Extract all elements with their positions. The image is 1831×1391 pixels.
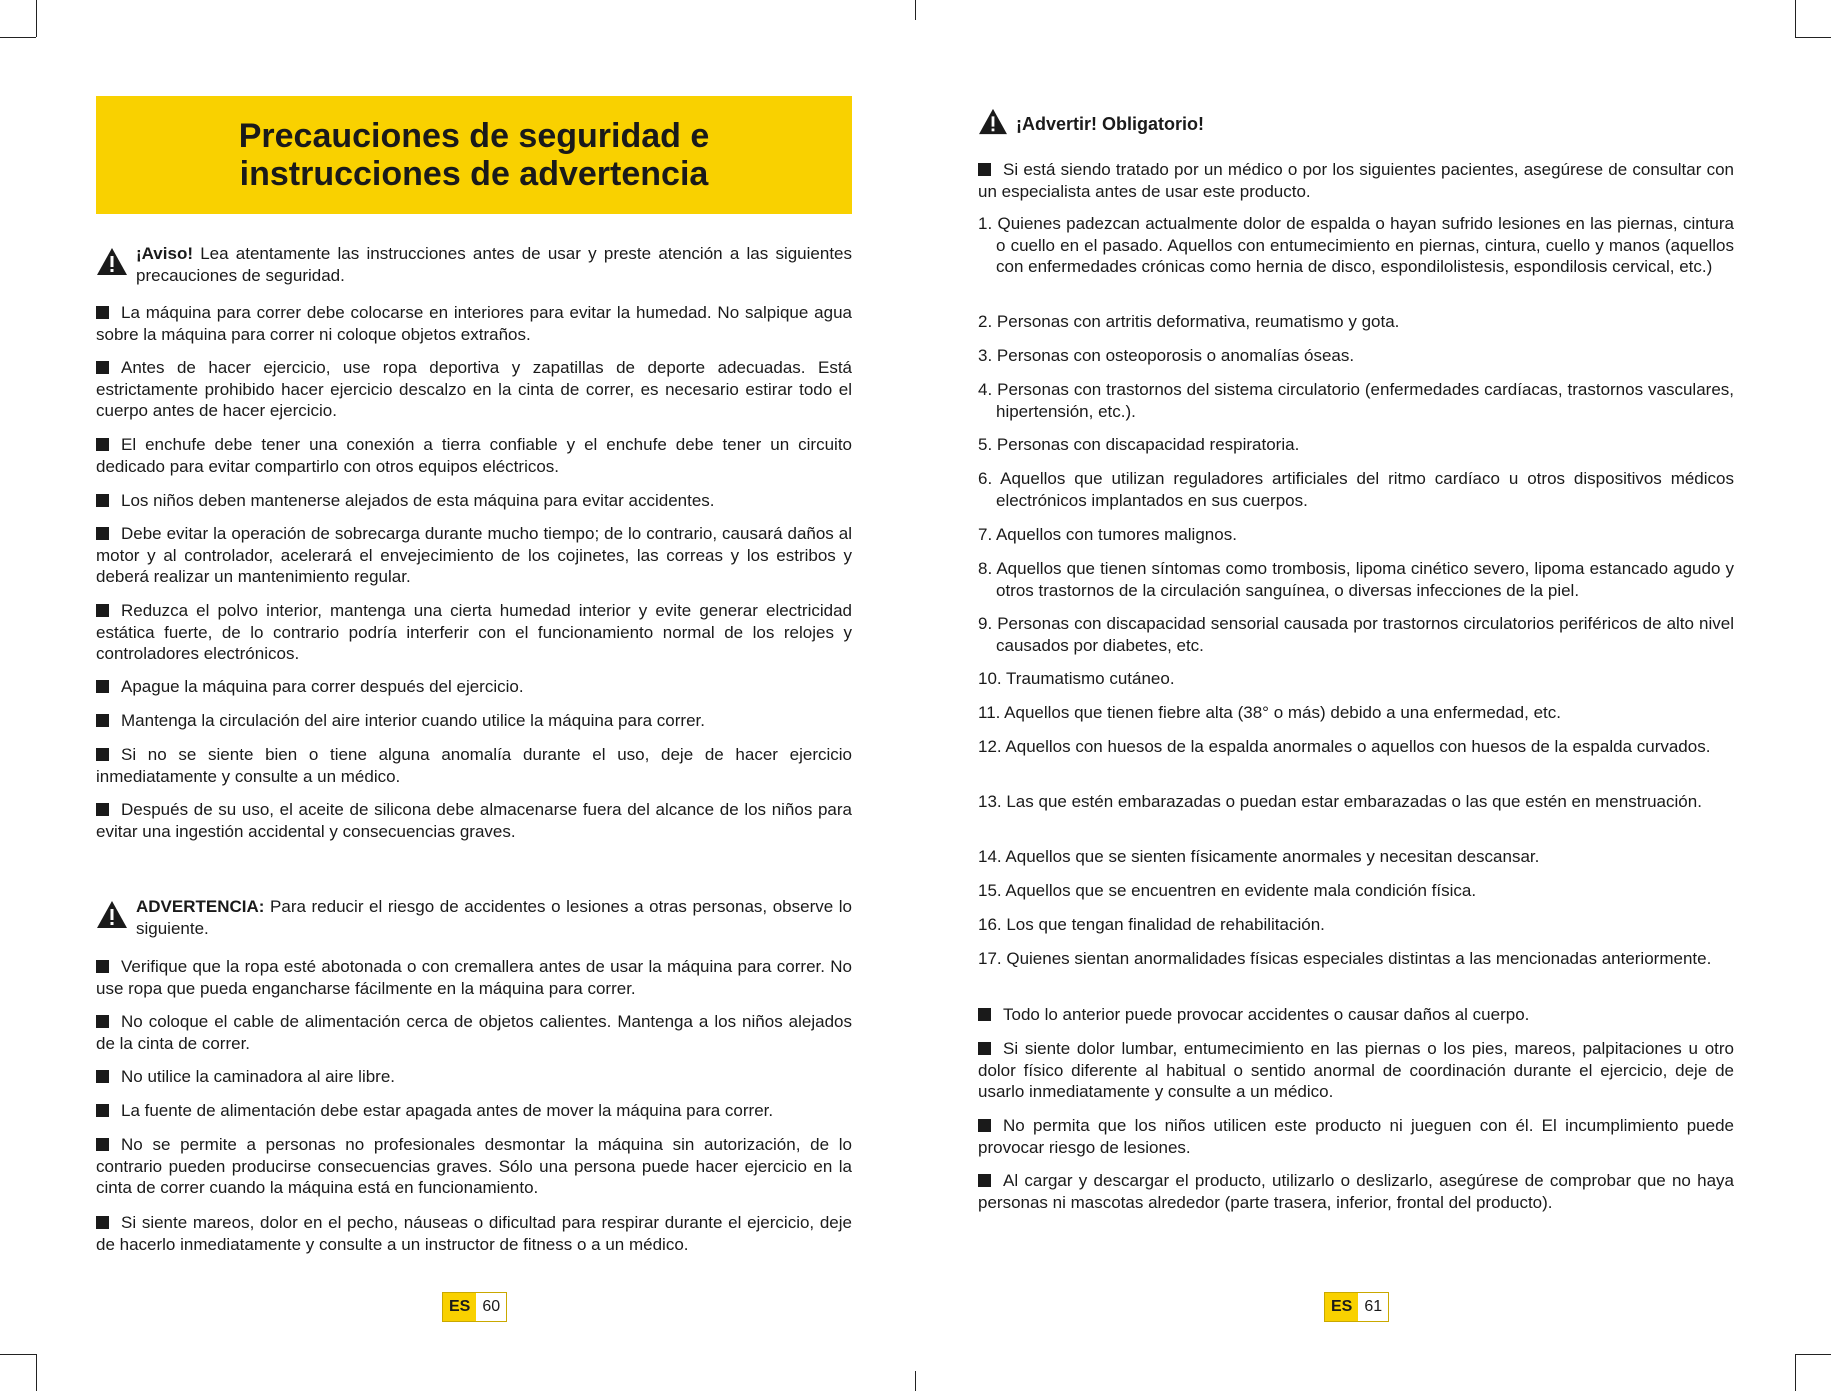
list-item: Después de su uso, el aceite de silicona debe almacenarse fuera del alcance de los niños para evitar una ingestión accidental y consecuencias graves. xyxy=(96,800,852,841)
crop-mark xyxy=(0,37,36,38)
crop-mark xyxy=(1795,0,1796,37)
list-item: 13. Las que estén embarazadas o puedan estar embarazadas o las que estén en menstruación. xyxy=(978,792,1702,811)
crop-mark xyxy=(1795,1354,1796,1391)
mandatory-heading: ¡Advertir! Obligatorio! xyxy=(978,108,1204,140)
list-item: Si siente dolor lumbar, entumecimiento en las piernas o los pies, mareos, palpitaciones u otro dolor físico diferente al habitual o sentido anormal de coordinación durante el ejercicio, deje de usarlo inmediatamente y consulte a un médico. xyxy=(978,1039,1734,1101)
list-item: Apague la máquina para correr después del ejercicio. xyxy=(96,676,852,698)
list-item: 11. Aquellos que tienen fiebre alta (38° o más) debido a una enfermedad, etc. xyxy=(978,703,1561,722)
list-item: 7. Aquellos con tumores malignos. xyxy=(978,525,1237,544)
bullet-square-icon xyxy=(978,1174,991,1187)
list-item: Reduzca el polvo interior, mantenga una cierta humedad interior y evite generar electricidad estática fuerte, de lo contrario podría interferir con el funcionamiento normal de los relojes y controladores electrónicos. xyxy=(96,601,852,663)
list-item: Verifique que la ropa esté abotonada o con cremallera antes de usar la máquina para correr. No use ropa que pueda engancharse fácilmente en la máquina para correr. xyxy=(96,957,852,998)
list-item: 3. Personas con osteoporosis o anomalías óseas. xyxy=(978,346,1355,365)
warning-block xyxy=(96,896,852,939)
bullet-square-icon xyxy=(978,163,991,176)
list-item: 10. Traumatismo cutáneo. xyxy=(978,669,1175,688)
list-item: 5. Personas con discapacidad respiratoria. xyxy=(978,435,1300,454)
bullet-square-icon xyxy=(96,527,109,540)
bullet-square-icon xyxy=(96,361,109,374)
bullet-square-icon xyxy=(96,306,109,319)
warning-triangle-icon xyxy=(978,108,1008,140)
bullet-square-icon xyxy=(96,960,109,973)
list-item: Al cargar y descargar el producto, utilizarlo o deslizarlo, asegúrese de comprobar que no haya personas ni mascotas alrededor (parte trasera, inferior, frontal del producto). xyxy=(978,1171,1734,1212)
bullet-square-icon xyxy=(96,1015,109,1028)
list-item: 14. Aquellos que se sienten físicamente anormales y necesitan descansar. xyxy=(978,847,1540,866)
crop-mark xyxy=(1795,37,1831,38)
bullet-square-icon xyxy=(978,1119,991,1132)
notice-text: Lea atentamente las instrucciones antes de usar y preste atención a las siguientes precauciones de seguridad. xyxy=(136,244,852,285)
crop-mark xyxy=(1795,1354,1831,1355)
list-item: 2. Personas con artritis deformativa, reumatismo y gota. xyxy=(978,312,1400,331)
intro-paragraph: Si está siendo tratado por un médico o por los siguientes pacientes, asegúrese de consultar con un especialista antes de usar este producto. xyxy=(978,160,1734,201)
bullet-square-icon xyxy=(96,438,109,451)
list-item: 16. Los que tengan finalidad de rehabilitación. xyxy=(978,915,1325,934)
page-number: ES 60 xyxy=(442,1292,507,1322)
bullet-square-icon xyxy=(978,1008,991,1021)
list-item: 4. Personas con trastornos del sistema circulatorio (enfermedades cardíacas, trastornos vasculares, hipertensión, etc.). xyxy=(978,380,1734,421)
list-item: La máquina para correr debe colocarse en interiores para evitar la humedad. No salpique agua sobre la máquina para correr ni coloque objetos extraños. xyxy=(96,303,852,344)
list-item: Los niños deben mantenerse alejados de esta máquina para evitar accidentes. xyxy=(96,490,852,512)
bullet-square-icon xyxy=(96,680,109,693)
notice-label: ¡Aviso! xyxy=(136,244,193,263)
bullet-square-icon xyxy=(96,1104,109,1117)
bullet-square-icon xyxy=(96,604,109,617)
notice-block xyxy=(96,243,852,286)
bullet-square-icon xyxy=(96,1070,109,1083)
list-item: El enchufe debe tener una conexión a tierra confiable y el enchufe debe tener un circuito dedicado para evitar compartirlo con otros equipos eléctricos. xyxy=(96,435,852,476)
list-item: 6. Aquellos que utilizan reguladores artificiales del ritmo cardíaco u otros dispositivos médicos electrónicos implantados en sus cuerpos. xyxy=(978,469,1734,510)
list-item: 9. Personas con discapacidad sensorial causada por trastornos circulatorios periféricos de alto nivel causados por diabetes, etc. xyxy=(978,614,1734,655)
crop-mark xyxy=(915,0,916,20)
list-item: Si no se siente bien o tiene alguna anomalía durante el uso, deje de hacer ejercicio inmediatamente y consulte a un médico. xyxy=(96,745,852,786)
bullet-square-icon xyxy=(96,748,109,761)
warning-label: ADVERTENCIA: xyxy=(136,897,265,916)
list-item: No coloque el cable de alimentación cerca de objetos calientes. Mantenga a los niños alejados de la cinta de correr. xyxy=(96,1012,852,1053)
bullet-square-icon xyxy=(978,1042,991,1055)
bullet-square-icon xyxy=(96,1138,109,1151)
bullet-square-icon xyxy=(96,494,109,507)
title-banner xyxy=(96,96,852,214)
list-item: 12. Aquellos con huesos de la espalda anormales o aquellos con huesos de la espalda curvados. xyxy=(978,737,1711,756)
crop-mark xyxy=(36,0,37,37)
warning-triangle-icon xyxy=(96,243,136,286)
crop-mark xyxy=(0,1354,36,1355)
page-title: Precauciones de seguridad e instrucciones de advertencia xyxy=(238,117,710,193)
list-item: No permita que los niños utilicen este producto ni jueguen con él. El incumplimiento puede provocar riesgo de lesiones. xyxy=(978,1116,1734,1157)
page-number: ES 61 xyxy=(1324,1292,1389,1322)
list-item: 17. Quienes sientan anormalidades físicas especiales distintas a las mencionadas anteriormente. xyxy=(978,949,1712,968)
list-item: 1. Quienes padezcan actualmente dolor de espalda o hayan sufrido lesiones en las piernas, cintura o cuello en el pasado. Aquellos con entumecimiento en piernas, cintura, cuello y manos (aquellos con enfermedades crónicas como hernia de disco, espondilolistesis, espondilosis cervical, etc.) xyxy=(978,214,1734,276)
list-item: Todo lo anterior puede provocar accidentes o causar daños al cuerpo. xyxy=(978,1004,1734,1026)
warning-text: Para reducir el riesgo de accidentes o lesiones a otras personas, observe lo siguiente. xyxy=(136,897,852,938)
list-item: 8. Aquellos que tienen síntomas como trombosis, lipoma cinético severo, lipoma estancado agudo y otros trastornos de la circulación sanguínea, o diversas infecciones de la piel. xyxy=(978,559,1734,600)
crop-mark xyxy=(36,1354,37,1391)
crop-mark xyxy=(915,1371,916,1391)
list-item: Si siente mareos, dolor en el pecho, náuseas o dificultad para respirar durante el ejercicio, deje de hacerlo inmediatamente y consulte a un instructor de fitness o a un médico. xyxy=(96,1213,852,1254)
list-item: No se permite a personas no profesionales desmontar la máquina sin autorización, de lo contrario pueden producirse consecuencias graves. Sólo una persona puede hacer ejercicio en la cinta de correr cuando la máquina está en funcionamiento. xyxy=(96,1135,852,1197)
list-item: 15. Aquellos que se encuentren en evidente mala condición física. xyxy=(978,881,1477,900)
warning-triangle-icon xyxy=(96,896,136,939)
list-item: Antes de hacer ejercicio, use ropa deportiva y zapatillas de deporte adecuadas. Está estrictamente prohibido hacer ejercicio descalzo en la cinta de correr, es necesario estirar todo el cuerpo antes de hacer ejercicio. xyxy=(96,358,852,420)
list-item: Mantenga la circulación del aire interior cuando utilice la máquina para correr. xyxy=(96,710,852,732)
bullet-square-icon xyxy=(96,803,109,816)
list-item: La fuente de alimentación debe estar apagada antes de mover la máquina para correr. xyxy=(96,1100,852,1122)
bullet-square-icon xyxy=(96,1216,109,1229)
list-item: No utilice la caminadora al aire libre. xyxy=(96,1066,852,1088)
bullet-square-icon xyxy=(96,714,109,727)
list-item: Debe evitar la operación de sobrecarga durante mucho tiempo; de lo contrario, causará daños al motor y al controlador, acelerará el envejecimiento de los cojinetes, las correas y los estribos y deberá realizar un mantenimiento regular. xyxy=(96,524,852,586)
